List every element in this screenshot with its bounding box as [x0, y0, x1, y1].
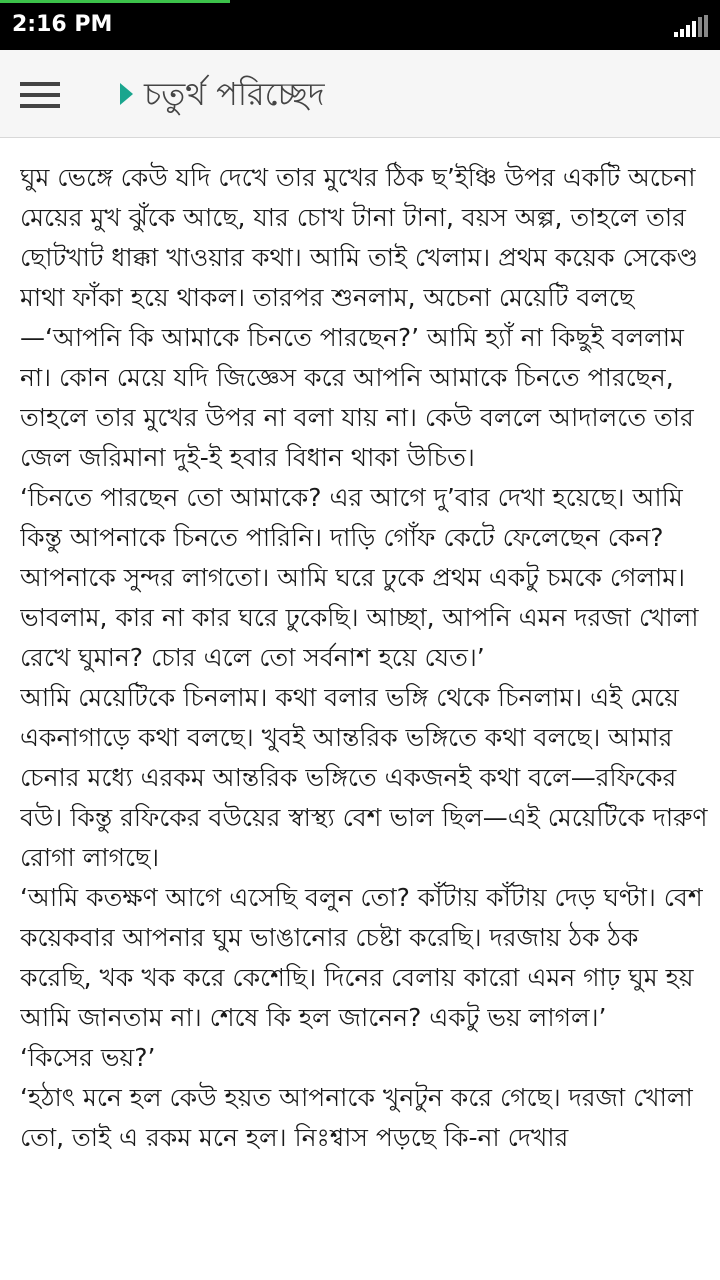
chapter-title: চতুর্থ পরিচ্ছেদ [144, 75, 325, 113]
paragraph: ‘আমি কতক্ষণ আগে এসেছি বলুন তো? কাঁটায় কাঁটায় দেড় ঘণ্টা। বেশ কয়েকবার আপনার ঘুম ভাঙানোর চেষ্টা করেছি। দরজায় ঠক ঠক করেছি, খক খক করে কেশেছি। দিনের বেলায় কারো এমন গাঢ় ঘুম হয় আমি জানতাম না। শেষে কি হল জানেন? একটু ভয় লাগল।’ [20, 883, 703, 1032]
paragraph: ‘হঠাৎ মনে হল কেউ হয়ত আপনাকে খুনটুন করে গেছে। দরজা খোলা তো, তাই এ রকম মনে হল। নিঃশ্বাস পড়ছে কি-না দেখার [20, 1083, 693, 1152]
hamburger-menu-icon[interactable] [14, 74, 66, 114]
status-bar [0, 0, 720, 50]
reading-content[interactable] [20, 158, 710, 1280]
signal-bars-icon [674, 15, 708, 37]
paragraph: ‘চিনতে পারছেন তো আমাকে? এর আগে দু’বার দেখা হয়েছে। আমি কিন্তু আপনাকে চিনতে পারিনি। দাড়ি গোঁফ কেটে ফেলেছেন কেন? আপনাকে সুন্দর লাগতো। আমি ঘরে ঢুকে প্রথম একটু চমকে গেলাম। ভাবলাম, কার না কার ঘরে ঢুকেছি। আচ্ছা, আপনি এমন দরজা খোলা রেখে ঘুমান? চোর এলে তো সর্বনাশ হয়ে যেত।’ [20, 483, 699, 672]
status-time: 2:16 PM [12, 12, 113, 37]
app-bar [0, 50, 720, 138]
paragraph: ‘কিসের ভয়?’ [20, 1043, 156, 1072]
paragraph: আমি মেয়েটিকে চিনলাম। কথা বলার ভঙ্গি থেকে চিনলাম। এই মেয়ে একনাগাড়ে কথা বলছে। খুবই আন্তরিক ভঙ্গিতে কথা বলছে। আমার চেনার মধ্যে এরকম আন্তরিক ভঙ্গিতে একজনই কথা বলে—রফিকের বউ। কিন্তু রফিকের বউয়ের স্বাস্থ্য বেশ ভাল ছিল—এই মেয়েটিকে দারুণ রোগা লাগছে। [20, 683, 708, 872]
chevron-right-icon [120, 83, 133, 105]
reading-progress-bar [0, 0, 230, 3]
paragraph: ঘুম ভেঙ্গে কেউ যদি দেখে তার মুখের ঠিক ছ’ইঞ্চি উপর একটি অচেনা মেয়ের মুখ ঝুঁকে আছে, যার চোখ টানা টানা, বয়স অল্প, তাহলে তার ছোটখাট ধাক্কা খাওয়ার কথা। আমি তাই খেলাম। প্রথম কয়েক সেকেণ্ড মাথা ফাঁকা হয়ে থাকল। তারপর শুনলাম, অচেনা মেয়েটি বলছে—‘আপনি কি আমাকে চিনতে পারছেন?’ আমি হ্যাঁ না কিছুই বললাম না। কোন মেয়ে যদি জিজ্ঞেস করে আপনি আমাকে চিনতে পারছেন, তাহলে তার মুখের উপর না বলা যায় না। কেউ বললে আদালতে তার জেল জরিমানা দুই-ই হবার বিধান থাকা উচিত। [20, 163, 698, 472]
